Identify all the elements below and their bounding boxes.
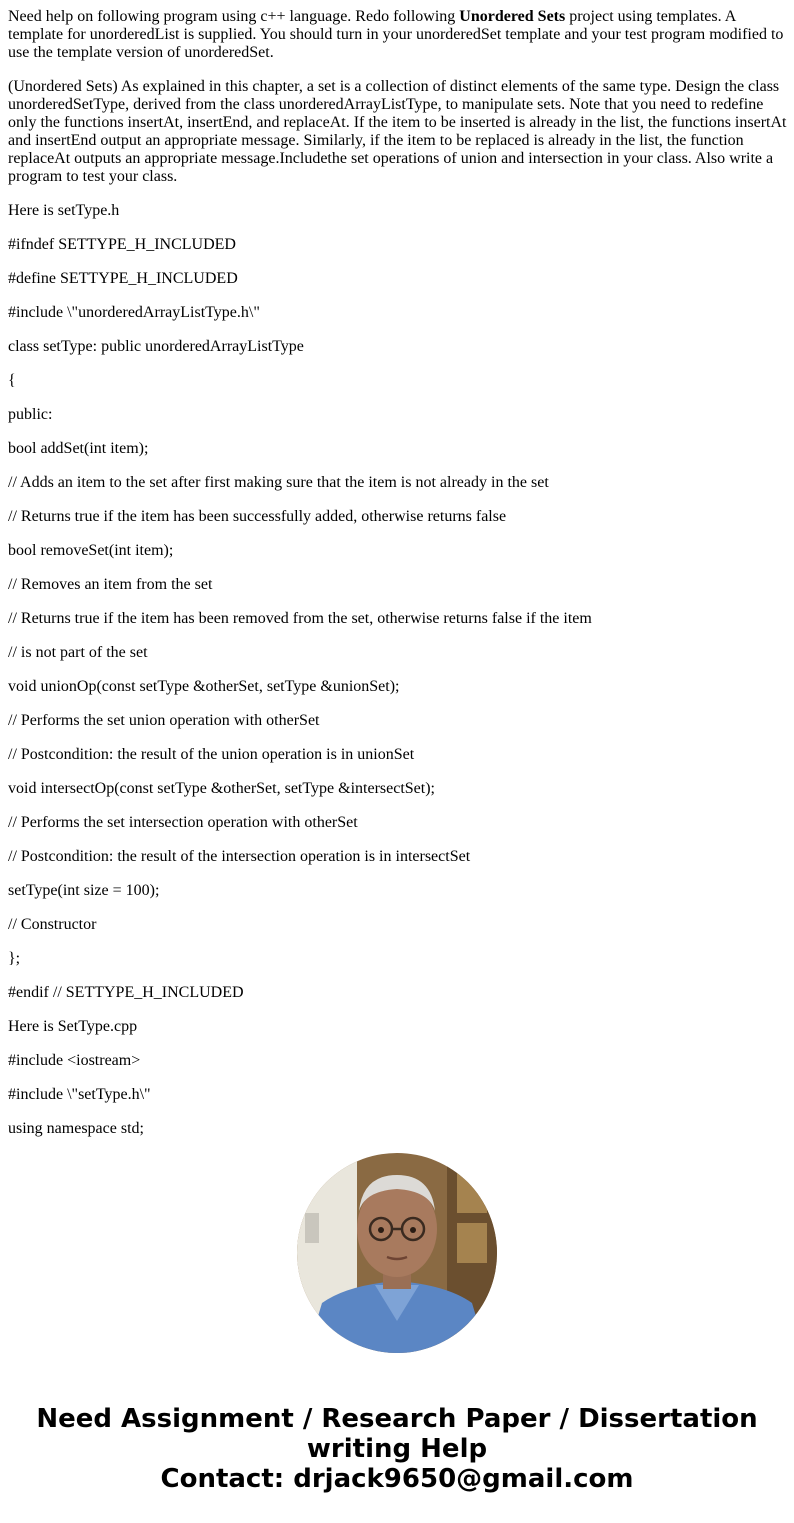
code-line: // Returns true if the item has been successfully added, otherwise returns false [8, 508, 507, 525]
code-line: // Performs the set union operation with otherSet [8, 712, 320, 729]
intro-paragraph [8, 8, 788, 62]
banner-line-2: writing Help [306, 1434, 488, 1464]
code-line: class setType: public unorderedArrayListType [8, 338, 304, 355]
code-line: #ifndef SETTYPE_H_INCLUDED [8, 236, 236, 253]
code-line: using namespace std; [8, 1120, 144, 1137]
code-line: // Adds an item to the set after first making sure that the item is not already in the set [8, 474, 549, 491]
code-line: }; [8, 950, 21, 967]
code-line: setType(int size = 100); [8, 882, 160, 899]
intro-text-rest: project using templates. A template for unorderedList is supplied. You should turn in your unorderedSet template and your test program modified to use the template version of unorderedSet. [8, 8, 784, 61]
code-line: void unionOp(const setType &otherSet, setType &unionSet); [8, 678, 400, 695]
code-line: Here is SetType.cpp [8, 1018, 138, 1035]
code-line: // Postcondition: the result of the union operation is in unionSet [8, 746, 415, 763]
author-portrait-image [297, 1153, 497, 1353]
code-line: #include <iostream> [8, 1052, 141, 1069]
banner-contact-email: Contact: drjack9650@gmail.com [160, 1464, 634, 1494]
code-line: // Performs the set intersection operation with otherSet [8, 814, 358, 831]
code-line: #endif // SETTYPE_H_INCLUDED [8, 984, 244, 1001]
question-text [8, 0, 788, 1137]
code-line: #include \"setType.h\" [8, 1086, 151, 1103]
code-line: // Returns true if the item has been removed from the set, otherwise returns false if the item [8, 610, 592, 627]
code-line: #define SETTYPE_H_INCLUDED [8, 270, 238, 287]
description-paragraph: (Unordered Sets) As explained in this chapter, a set is a collection of distinct elements of the same type. Design the class unorderedSetType, derived from the class unorderedArrayListType, to manipulate sets. Note that you need to redefine only the functions insertAt, insertEnd, and replaceAt. If the item to be inserted is already in the list, the functions insertAt and insertEnd output an appropriate message. Similarly, if the item to be replaced is already in the list, the function replaceAt outputs an appropriate message.Includethe set operations of union and intersection in your class. Also write a program to test your class. [8, 78, 787, 185]
code-line: // Removes an item from the set [8, 576, 213, 593]
intro-bold-title: Unordered Sets [459, 8, 566, 25]
code-line: bool removeSet(int item); [8, 542, 174, 559]
banner-line-1: Need Assignment / Research Paper / Dissertation [36, 1404, 758, 1434]
code-line: // Constructor [8, 916, 97, 933]
code-line: { [8, 372, 16, 389]
intro-text: Need help on following program using c++ language. Redo following [8, 8, 460, 25]
code-line: Here is setType.h [8, 202, 120, 219]
code-line: void intersectOp(const setType &otherSet, setType &intersectSet); [8, 780, 435, 797]
code-line: // Postcondition: the result of the intersection operation is in intersectSet [8, 848, 471, 865]
contact-banner [0, 1404, 794, 1494]
author-photo [297, 1153, 497, 1353]
code-line: bool addSet(int item); [8, 440, 149, 457]
code-line: #include \"unorderedArrayListType.h\" [8, 304, 260, 321]
code-line: // is not part of the set [8, 644, 148, 661]
code-line: public: [8, 406, 53, 423]
